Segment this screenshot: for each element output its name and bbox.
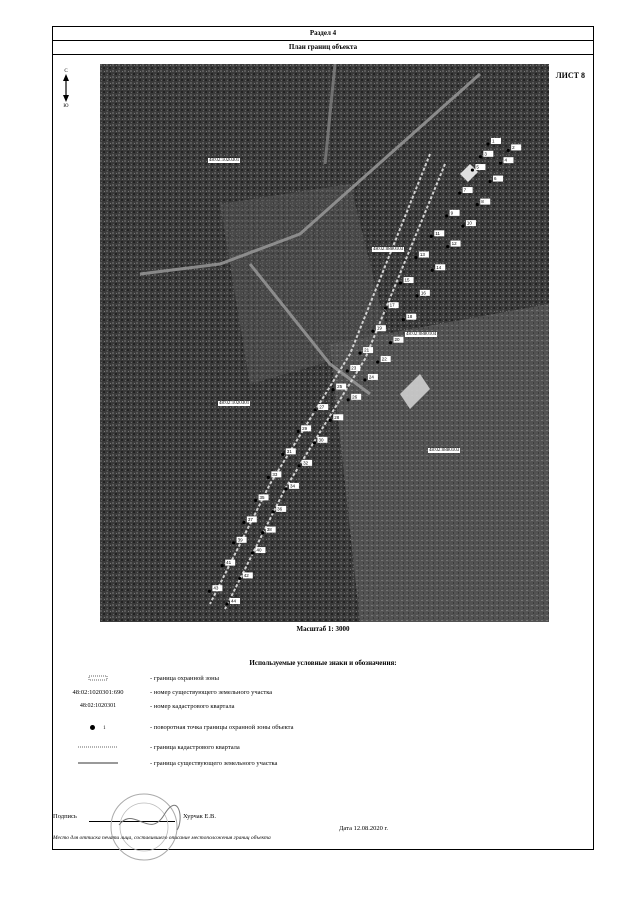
legend-text: - граница существующего земельного участка (150, 760, 278, 767)
legend-text: - номер существующего земельного участка (150, 689, 273, 696)
point-label: 16 (420, 290, 426, 296)
turn-point (376, 360, 379, 363)
turn-point (499, 162, 502, 165)
date-label: Дата 12.08.2020 г. (339, 825, 389, 832)
north-label: С (64, 69, 68, 74)
legend-point-label: 1 (103, 726, 106, 731)
plan-title: План границ объекта (53, 41, 593, 55)
turn-point (329, 419, 332, 422)
point-label: 43 (213, 585, 219, 591)
legend-title: Используемые условные знаки и обозначения: (249, 659, 397, 667)
point-label: 4 (504, 157, 508, 163)
legend-row (53, 724, 593, 736)
legend-symbol (53, 675, 143, 683)
legend-symbol (53, 724, 143, 731)
turn-point (314, 408, 317, 411)
legend-text: - поворотная точка границы охранной зоны объекта (150, 724, 294, 731)
turn-point (232, 541, 235, 544)
legend-row (53, 744, 593, 756)
map-image (100, 64, 549, 622)
turn-point (402, 318, 405, 321)
point-label: 6 (494, 176, 497, 182)
turn-point (430, 235, 433, 238)
turn-point (225, 602, 228, 605)
turn-point (371, 330, 374, 333)
point-label: 20 (394, 337, 400, 343)
turn-point (476, 203, 479, 206)
point-label: 13 (419, 251, 425, 257)
point-label: 21 (364, 347, 370, 353)
point-label: 25 (337, 384, 343, 390)
legend-row (53, 689, 593, 701)
point-label: 8 (481, 199, 484, 205)
sheet-number: ЛИСТ 8 (555, 71, 585, 80)
point-label: 42 (243, 572, 249, 578)
turn-point (471, 168, 474, 171)
point-label: 9 (450, 210, 454, 216)
legend-text: - номер кадастрового квартала (150, 703, 235, 710)
point-label: 26 (352, 394, 358, 400)
legend-symbol-text: 48:02:1020301:690 (72, 689, 124, 696)
parcel-label: 48:02:1020301 (219, 401, 250, 406)
point-label: 12 (451, 241, 457, 247)
turn-point (486, 142, 489, 145)
compass (59, 69, 73, 117)
turn-point (272, 510, 275, 513)
turn-point (297, 464, 300, 467)
satellite-map (100, 64, 549, 650)
turn-point (389, 341, 392, 344)
parcel-label: 48:02:1020301 (209, 158, 240, 163)
turn-point (445, 214, 448, 217)
point-label: 1 (492, 138, 495, 144)
point-label: 3 (484, 151, 487, 157)
turn-point (284, 487, 287, 490)
parcel-label: 48:02:0880103 (373, 247, 404, 252)
turn-point (346, 369, 349, 372)
turn-point (358, 351, 361, 354)
point-label: 23 (351, 365, 357, 371)
turn-point (208, 590, 211, 593)
point-label: 31 (286, 448, 292, 454)
point-label: 33 (272, 471, 278, 477)
point-label: 11 (435, 230, 440, 236)
turn-point (221, 564, 224, 567)
legend-text: - граница кадастрового квартала (150, 744, 240, 751)
zone-boundary-icon (88, 675, 108, 681)
legend-row (53, 675, 593, 687)
legend-row (53, 703, 593, 715)
turn-point (297, 430, 300, 433)
turn-point (347, 398, 350, 401)
turn-point (415, 294, 418, 297)
legend-symbol (53, 744, 143, 752)
parcel-label: 48:02:0880103 (429, 448, 460, 453)
point-label: 40 (256, 547, 262, 553)
point-label: 19 (376, 325, 382, 331)
south-label: Ю (63, 104, 69, 109)
turn-point (461, 224, 464, 227)
point-label: 28 (334, 414, 340, 420)
turn-point (281, 453, 284, 456)
parcel-label: 48:02:0880104 (406, 332, 437, 337)
point-label: 24 (368, 374, 374, 380)
document-frame (52, 26, 594, 850)
turn-point-icon (90, 725, 95, 730)
point-label: 39 (237, 537, 243, 543)
legend-symbol-text: 48:02:1020301 (79, 703, 117, 709)
turn-point (399, 281, 402, 284)
point-label: 29 (302, 425, 308, 431)
point-label: 18 (407, 314, 413, 320)
turn-point (414, 256, 417, 259)
turn-point (261, 531, 264, 534)
dotted-line-icon (78, 744, 118, 750)
turn-point (254, 499, 257, 502)
section-header: Раздел 4 (53, 27, 593, 41)
point-label: 32 (303, 460, 309, 466)
turn-point (446, 245, 449, 248)
point-label: 41 (226, 560, 232, 566)
legend-symbol (53, 760, 143, 768)
stamp-note: Место для оттиска печати лица, составившего описание местоположения границ объекта (53, 835, 271, 841)
turn-point (242, 521, 245, 524)
point-label: 37 (247, 516, 253, 522)
turn-point (332, 388, 335, 391)
legend-text: - граница охранной зоны (150, 675, 219, 682)
compass-arrow-icon (59, 74, 73, 102)
point-label: 22 (381, 356, 387, 362)
stamp-seal-icon (89, 785, 199, 865)
legend-row (53, 760, 593, 772)
turn-point (507, 149, 510, 152)
point-label: 38 (266, 527, 272, 533)
turn-point (458, 191, 461, 194)
turn-point (363, 378, 366, 381)
turn-point (267, 476, 270, 479)
turn-point (251, 551, 254, 554)
point-label: 10 (466, 220, 472, 226)
point-label: 27 (319, 404, 325, 410)
point-label: 17 (389, 302, 395, 308)
turn-point (488, 180, 491, 183)
turn-point (431, 269, 434, 272)
scale-label: Масштаб 1: 3000 (296, 625, 350, 633)
solid-line-icon (78, 760, 118, 766)
turn-point (313, 441, 316, 444)
signer-name: Хурчак Е.В. (183, 813, 216, 820)
point-label: 7 (463, 187, 467, 193)
point-label: 44 (231, 598, 237, 604)
point-label: 15 (404, 277, 410, 283)
point-label: 34 (289, 483, 295, 489)
turn-point (479, 155, 482, 158)
point-label: 35 (259, 494, 265, 500)
point-label: 36 (277, 506, 283, 512)
turn-point (384, 307, 387, 310)
turn-point (238, 577, 241, 580)
signature-label: Подпись (53, 813, 77, 820)
point-label: 14 (436, 264, 442, 270)
point-label: 30 (318, 437, 324, 443)
point-label: 5 (476, 164, 479, 170)
point-label: 2 (512, 144, 515, 150)
